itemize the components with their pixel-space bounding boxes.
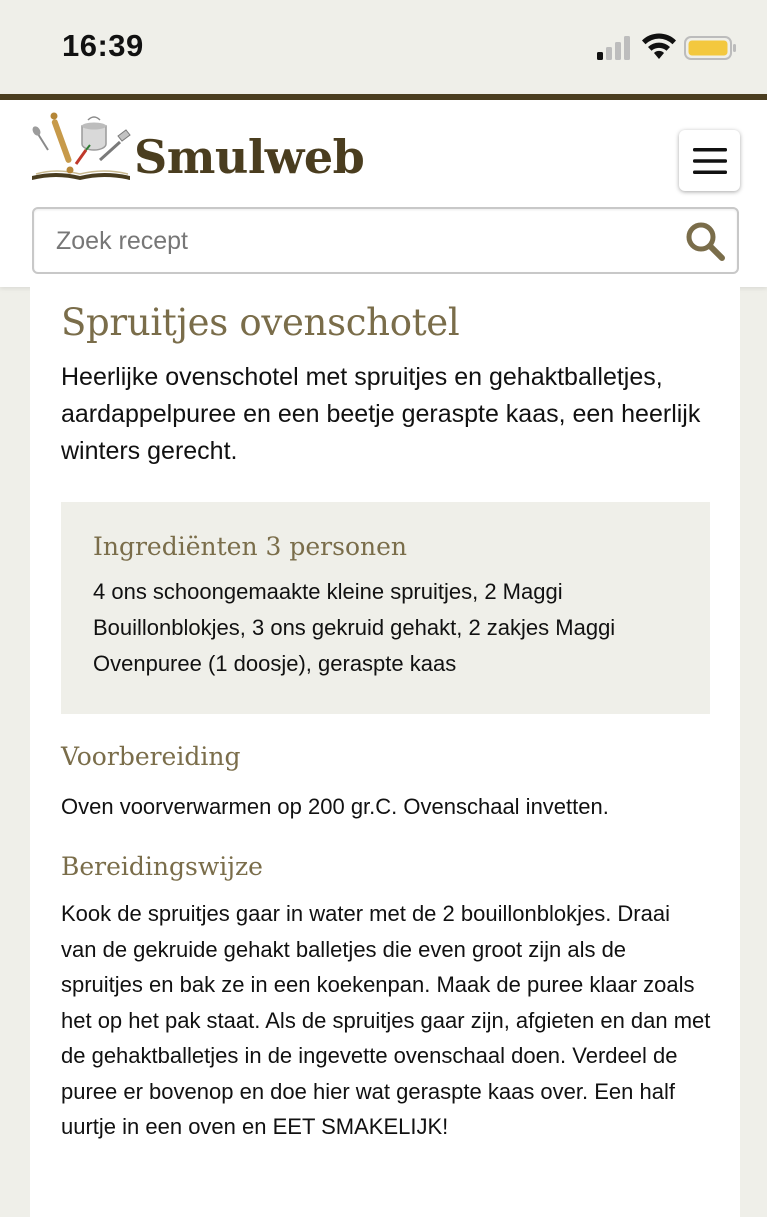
preparation-text: Oven voorverwarmen op 200 gr.C. Ovenschaal invetten. bbox=[61, 794, 609, 819]
method-text: Kook de spruitjes gaar in water met de 2 bouillonblokjes. Draai van de gekruide gehakt balletjes die even groot zijn als de spruitjes en bak ze in een koekenpan. Maak de puree klaar zoals het op het pak staat. Als de spruitjes gaar zijn, afgieten en dan met de gehaktballetjes in de ingevette ovenschaal doen. Verdeel de puree er bovenop en doe hier wat geraspte kaas over. Een half uurtje in een oven en EET SMAKELIJK! bbox=[61, 901, 711, 1139]
site-header bbox=[0, 94, 767, 287]
status-time: 16:39 bbox=[62, 28, 144, 63]
ingredients-box bbox=[61, 502, 710, 714]
smulweb-logo[interactable] bbox=[30, 112, 370, 188]
preparation-heading: Voorbereiding bbox=[61, 742, 241, 771]
wifi-icon bbox=[641, 33, 677, 61]
logo-wordmark: Smulweb bbox=[134, 130, 365, 184]
menu-button[interactable] bbox=[679, 130, 740, 191]
recipe-intro: Heerlijke ovenschotel met spruitjes en gehaktballetjes, aardappelpuree en een beetje geraspte kaas, een heerlijk winters gerecht. bbox=[61, 363, 701, 465]
method-heading: Bereidingswijze bbox=[61, 852, 263, 881]
cellular-signal-icon bbox=[596, 36, 632, 60]
recipe-title: Spruitjes ovenschotel bbox=[61, 301, 460, 344]
cookbook-utensils-icon bbox=[30, 112, 134, 188]
ingredients-text: 4 ons schoongemaakte kleine spruitjes, 2 Maggi Bouillonblokjes, 3 ons gekruid gehakt, 2 zakjes Maggi Ovenpuree (1 doosje), geraspte kaas bbox=[93, 579, 616, 676]
ingredients-heading: Ingrediënten 3 personen bbox=[93, 532, 407, 561]
search-icon[interactable] bbox=[684, 220, 726, 262]
status-bar bbox=[0, 0, 767, 94]
search-box bbox=[32, 207, 739, 274]
recipe-card bbox=[30, 287, 740, 1217]
battery-icon bbox=[684, 35, 738, 61]
hamburger-menu-icon bbox=[691, 146, 729, 176]
search-input[interactable] bbox=[54, 209, 678, 274]
